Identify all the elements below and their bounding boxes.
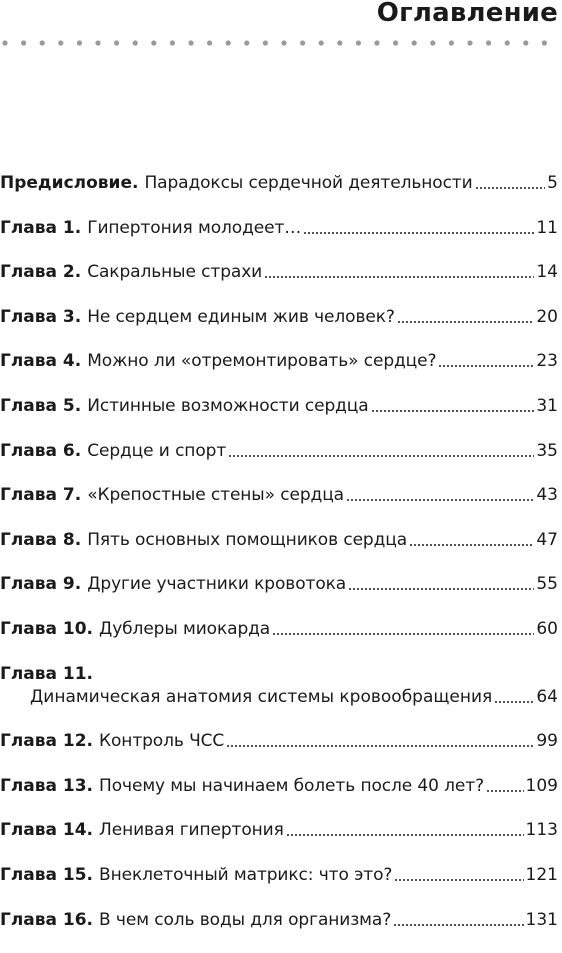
dot-leader — [409, 543, 534, 547]
divider-dot — [40, 40, 45, 45]
toc-entry-label: Глава 6. — [0, 440, 82, 461]
toc-entry-page: 14 — [536, 262, 558, 283]
toc-entry-label: Глава 5. — [0, 395, 82, 416]
page-title: Оглавление — [376, 0, 558, 28]
divider-dot — [374, 40, 379, 45]
toc-entry-page: 43 — [536, 485, 558, 506]
divider-dot — [226, 40, 231, 45]
divider-dot — [58, 40, 63, 45]
dot-leader — [348, 587, 534, 591]
divider-dot — [449, 40, 454, 45]
toc-entry-chapter-4[interactable] — [0, 350, 558, 372]
toc-entry-title: Пять основных помощников сердца — [87, 529, 408, 550]
divider-dot — [356, 40, 361, 45]
toc-entry-page: 47 — [536, 529, 558, 550]
toc-entry-label: Глава 1. — [0, 217, 82, 238]
toc-entry-label: Глава 11. — [0, 663, 94, 684]
divider-dot — [21, 40, 26, 45]
toc-entry-chapter-9[interactable] — [0, 573, 558, 595]
divider-dot — [523, 40, 528, 45]
divider-dot — [77, 40, 82, 45]
dot-leader — [264, 275, 534, 279]
toc-entry-label: Глава 8. — [0, 529, 82, 550]
dot-leader — [394, 878, 523, 882]
dot-leader — [475, 186, 546, 190]
toc-entry-title: Гипертония молодеет… — [87, 217, 302, 238]
toc-entry-label: Глава 13. — [0, 775, 94, 796]
toc-entry-label: Глава 10. — [0, 618, 94, 639]
divider-dot — [542, 40, 547, 45]
divider-dot — [300, 40, 305, 45]
toc-entry-title: Не сердцем единым жив человек? — [87, 306, 395, 327]
divider-dot — [95, 40, 100, 45]
toc-entry-label: Глава 2. — [0, 262, 82, 283]
toc-entry-chapter-6[interactable] — [0, 440, 558, 462]
toc-entry-page: 99 — [536, 731, 558, 752]
toc-entry-label: Глава 4. — [0, 351, 82, 372]
toc-entry-label: Глава 16. — [0, 909, 94, 930]
divider-dot — [2, 40, 7, 45]
toc-entry-title: Парадоксы сердечной деятельности — [144, 173, 473, 193]
dot-leader — [346, 498, 534, 502]
toc-entry-chapter-11[interactable] — [0, 663, 558, 708]
divider-dot — [412, 40, 417, 45]
divider-dot — [151, 40, 156, 45]
dot-leader — [228, 454, 534, 458]
toc-entry-label: Глава 7. — [0, 485, 82, 506]
toc-entry-page: 64 — [536, 686, 558, 707]
dot-leader — [393, 923, 523, 927]
dot-leader — [272, 632, 534, 636]
toc-entry-page: 113 — [525, 820, 558, 841]
toc-entry-label: Предисловие. — [0, 173, 139, 193]
toc-entry-title: В чем соль воды для организма? — [99, 909, 392, 930]
divider-dot — [393, 40, 398, 45]
dot-leader — [371, 409, 535, 413]
toc-entry-label: Глава 12. — [0, 731, 94, 752]
toc-entry-chapter-3[interactable] — [0, 306, 558, 328]
toc-entry-chapter-10[interactable] — [0, 618, 558, 640]
toc-entry-chapter-2[interactable] — [0, 261, 558, 283]
toc-entry-page: 121 — [525, 864, 558, 885]
dotted-divider — [0, 38, 558, 48]
toc-entry-chapter-13[interactable] — [0, 775, 558, 797]
toc-entry-chapter-7[interactable] — [0, 484, 558, 506]
toc-entry-label: Глава 3. — [0, 306, 82, 327]
dot-leader — [286, 833, 524, 837]
toc-entry-page: 31 — [536, 395, 558, 416]
toc-entry-title: Внеклеточный матрикс: что это? — [99, 864, 393, 885]
toc-entry-title: Контроль ЧСС — [99, 731, 225, 752]
toc-entry-label: Глава 9. — [0, 574, 82, 595]
dot-leader — [438, 364, 534, 368]
divider-dot — [207, 40, 212, 45]
toc-entry-title: Дублеры миокарда — [99, 618, 271, 639]
toc-entry-page: 5 — [547, 173, 558, 193]
divider-dot — [430, 40, 435, 45]
divider-dot — [244, 40, 249, 45]
toc-entry-page: 23 — [536, 351, 558, 372]
divider-dot — [467, 40, 472, 45]
dot-leader — [494, 700, 534, 704]
dot-leader — [397, 320, 535, 324]
toc-entry-page: 109 — [525, 775, 558, 796]
toc-entry-chapter-15[interactable] — [0, 864, 558, 886]
divider-dot — [114, 40, 119, 45]
toc-entry-chapter-16[interactable] — [0, 909, 558, 931]
toc-entry-page: 11 — [536, 217, 558, 238]
dot-leader — [303, 231, 534, 235]
dot-leader — [486, 789, 524, 793]
dot-leader — [226, 744, 534, 748]
toc-entry-label: Глава 15. — [0, 864, 94, 885]
toc-entry-page: 35 — [536, 440, 558, 461]
toc-entry-chapter-1[interactable] — [0, 217, 558, 239]
divider-dot — [319, 40, 324, 45]
divider-dot — [281, 40, 286, 45]
toc-entry-chapter-8[interactable] — [0, 529, 558, 551]
divider-dot — [170, 40, 175, 45]
table-of-contents — [0, 172, 558, 953]
toc-entry-page: 60 — [536, 618, 558, 639]
divider-dot — [188, 40, 193, 45]
divider-dot — [263, 40, 268, 45]
divider-dot — [505, 40, 510, 45]
toc-entry-page: 20 — [536, 306, 558, 327]
toc-entry-chapter-14[interactable] — [0, 819, 558, 841]
toc-entry-chapter-5[interactable] — [0, 395, 558, 417]
toc-entry-title: Истинные возможности сердца — [87, 395, 369, 416]
toc-entry-page: 55 — [536, 574, 558, 595]
toc-entry-title: Сакральные страхи — [87, 262, 263, 283]
toc-entry-title: Ленивая гипертония — [99, 820, 284, 841]
toc-entry-page: 131 — [525, 909, 558, 930]
toc-entry-chapter-12[interactable] — [0, 730, 558, 752]
divider-dot — [337, 40, 342, 45]
divider-dot — [486, 40, 491, 45]
divider-dot — [133, 40, 138, 45]
toc-entry-title: Почему мы начинаем болеть после 40 лет? — [99, 775, 485, 796]
toc-entry-preface[interactable] — [0, 172, 558, 194]
toc-entry-title: Другие участники кровотока — [87, 574, 347, 595]
toc-entry-label: Глава 14. — [0, 820, 94, 841]
toc-entry-title: Сердце и спорт — [87, 440, 227, 461]
toc-entry-title: Динамическая анатомия системы кровообращения — [30, 686, 493, 707]
toc-entry-title: Можно ли «отремонтировать» сердце? — [87, 351, 437, 372]
toc-entry-title: «Крепостные стены» сердца — [87, 485, 344, 506]
